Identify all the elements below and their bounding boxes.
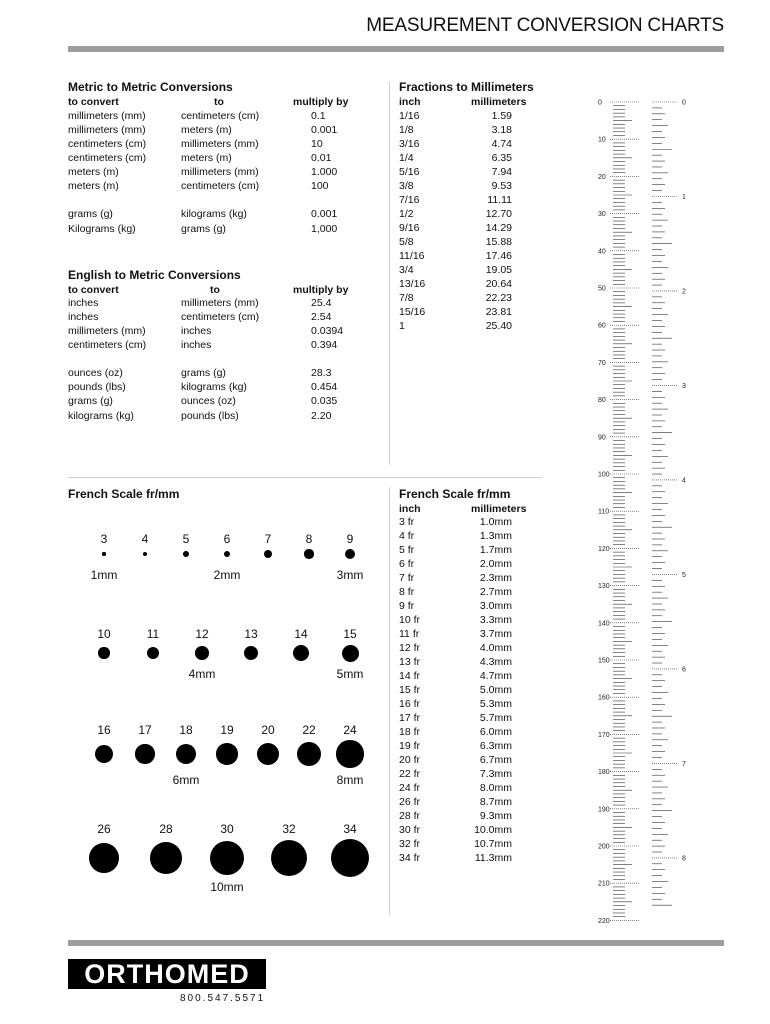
ruler-mm-label: 50	[598, 285, 606, 293]
fraction-inch: 3/8	[399, 180, 414, 192]
french-size-label: 34	[343, 822, 357, 836]
french-mm: 6.3mm	[479, 740, 512, 752]
bottom-rule	[68, 940, 724, 946]
french-fr: 11 fr	[399, 628, 420, 640]
french-size-label: 22	[302, 723, 316, 737]
page-title: MEASUREMENT CONVERSION CHARTS	[366, 15, 724, 36]
metric-header-to: to	[214, 96, 224, 108]
column-divider-top	[389, 82, 390, 465]
ruler-inch-label: 4	[682, 477, 686, 485]
metric-row-from: meters (m)	[68, 180, 119, 192]
french-size-label: 20	[261, 723, 275, 737]
french-mm: 6.7mm	[479, 754, 512, 766]
french-fr: 26 fr	[399, 796, 421, 808]
french-size-label: 9	[346, 532, 354, 546]
metric-row-from: centimeters (cm)	[68, 138, 147, 150]
english-row-from: pounds (lbs)	[68, 381, 126, 393]
ruler-mm-label: 220	[598, 917, 610, 925]
metric-row-factor: 0.01	[311, 152, 332, 164]
french-mm: 8.7mm	[479, 796, 512, 808]
french-size-label: 18	[179, 723, 193, 737]
french-fr: 14 fr	[399, 670, 421, 682]
metric-row-factor: 1.000	[311, 166, 338, 178]
english-row-to: pounds (lbs)	[181, 410, 239, 422]
french-fr: 17 fr	[399, 712, 421, 724]
english-row-from: inches	[68, 311, 99, 323]
metric-row-to: millimeters (mm)	[181, 138, 259, 150]
french-size-dot	[98, 647, 109, 658]
french-fr: 3 fr	[399, 516, 415, 528]
fractions-title: Fractions to Millimeters	[399, 80, 534, 94]
french-size-label: 7	[264, 532, 272, 546]
english-header-convert: to convert	[68, 284, 119, 296]
french-size-label: 11	[146, 627, 160, 641]
metric-row-to: grams (g)	[181, 223, 226, 235]
french-mm: 7.3mm	[479, 768, 512, 780]
fraction-mm: 9.53	[491, 180, 512, 192]
ruler-mm-label: 90	[598, 434, 606, 442]
french-mm-label: 2mm	[213, 568, 241, 582]
fraction-inch: 1/2	[399, 208, 414, 220]
french-size-dot	[345, 549, 355, 559]
metric-row-factor: 0.1	[311, 110, 326, 122]
ruler-inch-label: 3	[682, 382, 686, 390]
ruler-mm-label: 160	[598, 694, 610, 702]
french-size-dot	[293, 645, 309, 661]
fraction-inch: 7/8	[399, 292, 414, 304]
english-row-factor: 0.0394	[311, 325, 344, 337]
fractions-header-mm: millimeters	[471, 96, 527, 108]
french-fr: 28 fr	[399, 810, 421, 822]
metric-row-factor: 0.001	[311, 208, 338, 220]
french-mm: 1.7mm	[479, 544, 512, 556]
metric-row-from: centimeters (cm)	[68, 152, 147, 164]
metric-row-to: centimeters (cm)	[181, 180, 260, 192]
french-size-dot	[176, 744, 196, 764]
ruler-mm-label: 110	[598, 508, 610, 516]
english-row-from: grams (g)	[68, 395, 113, 407]
french-size-dot	[257, 743, 280, 766]
orthomed-logo: ORTHOMED	[68, 959, 266, 989]
fraction-inch: 7/16	[399, 194, 420, 206]
english-row-to: inches	[181, 339, 212, 351]
french-mm: 10.0mm	[474, 824, 512, 836]
ruler-mm-label: 100	[598, 471, 610, 479]
french-fr: 16 fr	[399, 698, 421, 710]
french-size-label: 4	[141, 532, 149, 546]
french-size-label: 19	[220, 723, 234, 737]
french-scale-title: French Scale fr/mm	[68, 487, 180, 501]
french-size-label: 26	[97, 822, 111, 836]
fraction-mm: 17.46	[485, 250, 512, 262]
fraction-mm: 15.88	[485, 236, 512, 248]
french-size-label: 24	[343, 723, 357, 737]
fraction-mm: 25.40	[485, 320, 512, 332]
fraction-mm: 14.29	[485, 222, 512, 234]
french-size-label: 28	[159, 822, 173, 836]
french-mm: 1.0mm	[479, 516, 512, 528]
french-fr: 10 fr	[399, 614, 421, 626]
fraction-mm: 22.23	[485, 292, 512, 304]
fraction-mm: 6.35	[491, 152, 512, 164]
french-mm-label: 10mm	[210, 880, 244, 894]
fraction-inch: 15/16	[399, 306, 426, 318]
english-header-to: to	[210, 284, 220, 296]
french-size-label: 13	[244, 627, 258, 641]
french-fr: 32 fr	[399, 838, 421, 850]
ruler-inch-label: 0	[682, 99, 686, 107]
ruler-mm-label: 200	[598, 843, 610, 851]
column-divider-bottom	[389, 487, 390, 915]
english-row-to: millimeters (mm)	[181, 297, 259, 309]
metric-header-convert: to convert	[68, 96, 119, 108]
ruler-mm-label: 80	[598, 397, 606, 405]
ruler-mm-label: 60	[598, 322, 606, 330]
ruler-inch-label: 6	[682, 666, 686, 674]
french-fr: 6 fr	[399, 558, 415, 570]
english-row-to: ounces (oz)	[181, 395, 236, 407]
english-row-to: inches	[181, 325, 212, 337]
ruler-mm-label: 210	[598, 880, 610, 888]
ruler-mm-label: 140	[598, 620, 610, 628]
fraction-mm: 1.59	[491, 110, 512, 122]
french-size-dot	[89, 843, 119, 873]
french-size-dot	[150, 842, 182, 874]
metric-row-to: centimeters (cm)	[181, 110, 260, 122]
french-fr: 24 fr	[399, 782, 421, 794]
english-row-factor: 0.454	[311, 381, 338, 393]
fraction-mm: 3.18	[491, 124, 512, 136]
fraction-mm: 20.64	[485, 278, 512, 290]
metric-row-factor: 0.001	[311, 124, 338, 136]
french-size-label: 17	[138, 723, 152, 737]
french-size-dot	[331, 839, 369, 877]
english-row-to: kilograms (kg)	[181, 381, 247, 393]
metric-row-to: kilograms (kg)	[181, 208, 247, 220]
fraction-inch: 1/4	[399, 152, 414, 164]
metric-row-from: Kilograms (kg)	[68, 223, 136, 235]
ruler-mm-label: 10	[598, 136, 606, 144]
fraction-mm: 7.94	[491, 166, 512, 178]
metric-row-from: millimeters (mm)	[68, 124, 146, 136]
french-fr: 9 fr	[399, 600, 415, 612]
fraction-inch: 5/16	[399, 166, 420, 178]
ruler-mm-label: 20	[598, 173, 606, 181]
french-size-dot	[264, 550, 272, 558]
french-size-dot	[147, 647, 160, 660]
french-mm-label: 3mm	[336, 568, 364, 582]
ruler-inch-label: 8	[682, 855, 686, 863]
french-mm: 5.7mm	[479, 712, 512, 724]
fraction-inch: 3/4	[399, 264, 414, 276]
english-row-factor: 28.3	[311, 367, 332, 379]
french-fr: 7 fr	[399, 572, 415, 584]
french-fr: 13 fr	[399, 656, 421, 668]
english-row-factor: 25.4	[311, 297, 332, 309]
fraction-mm: 23.81	[485, 306, 512, 318]
english-row-factor: 2.20	[311, 410, 332, 422]
english-row-factor: 0.394	[311, 339, 338, 351]
ruler-mm-label: 0	[598, 99, 602, 107]
french-size-label: 15	[343, 627, 357, 641]
english-row-from: centimeters (cm)	[68, 339, 147, 351]
french-fr: 4 fr	[399, 530, 415, 542]
french-size-dot	[244, 646, 259, 661]
french-size-dot	[143, 552, 147, 556]
fractions-header-inch: inch	[399, 96, 421, 108]
french-fr: 19 fr	[399, 740, 421, 752]
french-size-dot	[271, 840, 307, 876]
fraction-inch: 1/16	[399, 110, 420, 122]
ruler-inch-label: 5	[682, 571, 686, 579]
french-fr: 12 fr	[399, 642, 421, 654]
french-size-dot	[102, 552, 105, 555]
french-mm: 8.0mm	[479, 782, 512, 794]
ruler-mm-label: 70	[598, 359, 606, 367]
french-fr: 8 fr	[399, 586, 415, 598]
english-row-from: inches	[68, 297, 99, 309]
french-size-dot	[304, 549, 313, 558]
english-title: English to Metric Conversions	[68, 268, 241, 282]
ruler-mm-label: 180	[598, 769, 610, 777]
french-mm-label: 4mm	[188, 667, 216, 681]
french-size-dot	[224, 551, 231, 558]
metric-row-from: grams (g)	[68, 208, 113, 220]
metric-row-factor: 1,000	[311, 223, 338, 235]
french-size-label: 32	[282, 822, 296, 836]
french-size-dot	[216, 743, 237, 764]
french-size-label: 16	[97, 723, 111, 737]
french-mm: 3.0mm	[479, 600, 512, 612]
english-row-factor: 2.54	[311, 311, 332, 323]
metric-header-multiply: multiply by	[293, 96, 349, 108]
english-row-from: millimeters (mm)	[68, 325, 146, 337]
fraction-inch: 1/8	[399, 124, 414, 136]
french-mm-label: 1mm	[90, 568, 118, 582]
fraction-inch: 13/16	[399, 278, 426, 290]
metric-row-to: meters (m)	[181, 152, 232, 164]
french-fr: 22 fr	[399, 768, 421, 780]
english-header-multiply: multiply by	[293, 284, 349, 296]
ruler-mm-label: 150	[598, 657, 610, 665]
french-fr: 30 fr	[399, 824, 421, 836]
french-mm-label: 5mm	[336, 667, 364, 681]
french-size-label: 8	[305, 532, 313, 546]
french-mm: 9.3mm	[479, 810, 512, 822]
english-row-to: grams (g)	[181, 367, 226, 379]
metric-row-from: meters (m)	[68, 166, 119, 178]
french-mm-label: 8mm	[336, 773, 364, 787]
french-fr: 5 fr	[399, 544, 415, 556]
french-size-dot	[297, 742, 322, 767]
top-rule	[68, 46, 724, 52]
ruler-mm-label: 190	[598, 806, 610, 814]
french-mm: 5.3mm	[479, 698, 512, 710]
section-divider	[68, 477, 542, 478]
french-size-label: 5	[182, 532, 190, 546]
fraction-inch: 9/16	[399, 222, 420, 234]
ruler-mm-label: 170	[598, 731, 610, 739]
english-row-from: ounces (oz)	[68, 367, 123, 379]
french-mm: 10.7mm	[474, 838, 512, 850]
fraction-mm: 19.05	[485, 264, 512, 276]
metric-row-factor: 10	[311, 138, 323, 150]
fraction-inch: 11/16	[399, 250, 425, 262]
french-size-dot	[183, 551, 189, 557]
french-mm: 2.3mm	[479, 572, 512, 584]
french-size-dot	[195, 646, 209, 660]
french-size-dot	[95, 745, 113, 763]
french-mm: 2.0mm	[479, 558, 512, 570]
french-mm: 2.7mm	[479, 586, 512, 598]
french-table-header-mm: millimeters	[471, 503, 527, 515]
ruler-mm-label: 30	[598, 211, 606, 219]
ruler-inch-label: 2	[682, 288, 686, 296]
fraction-inch: 5/8	[399, 236, 414, 248]
french-table-title: French Scale fr/mm	[399, 487, 511, 501]
english-row-to: centimeters (cm)	[181, 311, 260, 323]
metric-row-to: meters (m)	[181, 124, 232, 136]
french-fr: 34 fr	[399, 852, 421, 864]
french-size-label: 12	[195, 627, 209, 641]
french-mm: 6.0mm	[479, 726, 512, 738]
french-size-label: 10	[97, 627, 111, 641]
french-size-label: 30	[220, 822, 234, 836]
french-table-header-inch: inch	[399, 503, 421, 515]
ruler-inch-label: 7	[682, 760, 686, 768]
french-fr: 20 fr	[399, 754, 421, 766]
ruler	[580, 90, 700, 925]
ruler-mm-label: 40	[598, 248, 606, 256]
english-row-factor: 0.035	[311, 395, 338, 407]
french-size-dot	[210, 841, 244, 875]
french-size-dot	[342, 645, 359, 662]
metric-row-from: millimeters (mm)	[68, 110, 146, 122]
fraction-inch: 1	[399, 320, 405, 332]
metric-row-to: millimeters (mm)	[181, 166, 259, 178]
french-mm: 1.3mm	[479, 530, 512, 542]
french-size-label: 14	[294, 627, 308, 641]
french-mm: 11.3mm	[474, 852, 512, 864]
french-mm: 4.0mm	[479, 642, 512, 654]
fraction-mm: 11.11	[487, 194, 512, 206]
french-size-dot	[336, 740, 363, 767]
french-size-label: 3	[100, 532, 108, 546]
french-size-label: 6	[223, 532, 231, 546]
french-fr: 18 fr	[399, 726, 421, 738]
ruler-mm-label: 120	[598, 545, 610, 553]
french-mm: 3.3mm	[479, 614, 512, 626]
french-fr: 15 fr	[399, 684, 421, 696]
metric-row-factor: 100	[311, 180, 329, 192]
phone-number: 800.547.5571	[180, 993, 266, 1004]
french-mm: 4.3mm	[479, 656, 512, 668]
french-size-dot	[135, 744, 154, 763]
fraction-inch: 3/16	[399, 138, 420, 150]
french-mm: 4.7mm	[479, 670, 512, 682]
fraction-mm: 4.74	[491, 138, 512, 150]
english-row-from: kilograms (kg)	[68, 410, 134, 422]
metric-title: Metric to Metric Conversions	[68, 80, 233, 94]
ruler-inch-label: 1	[682, 193, 686, 201]
french-mm-label: 6mm	[172, 773, 200, 787]
fraction-mm: 12.70	[485, 208, 512, 220]
ruler-mm-label: 130	[598, 583, 610, 591]
french-mm: 5.0mm	[479, 684, 512, 696]
french-mm: 3.7mm	[479, 628, 512, 640]
